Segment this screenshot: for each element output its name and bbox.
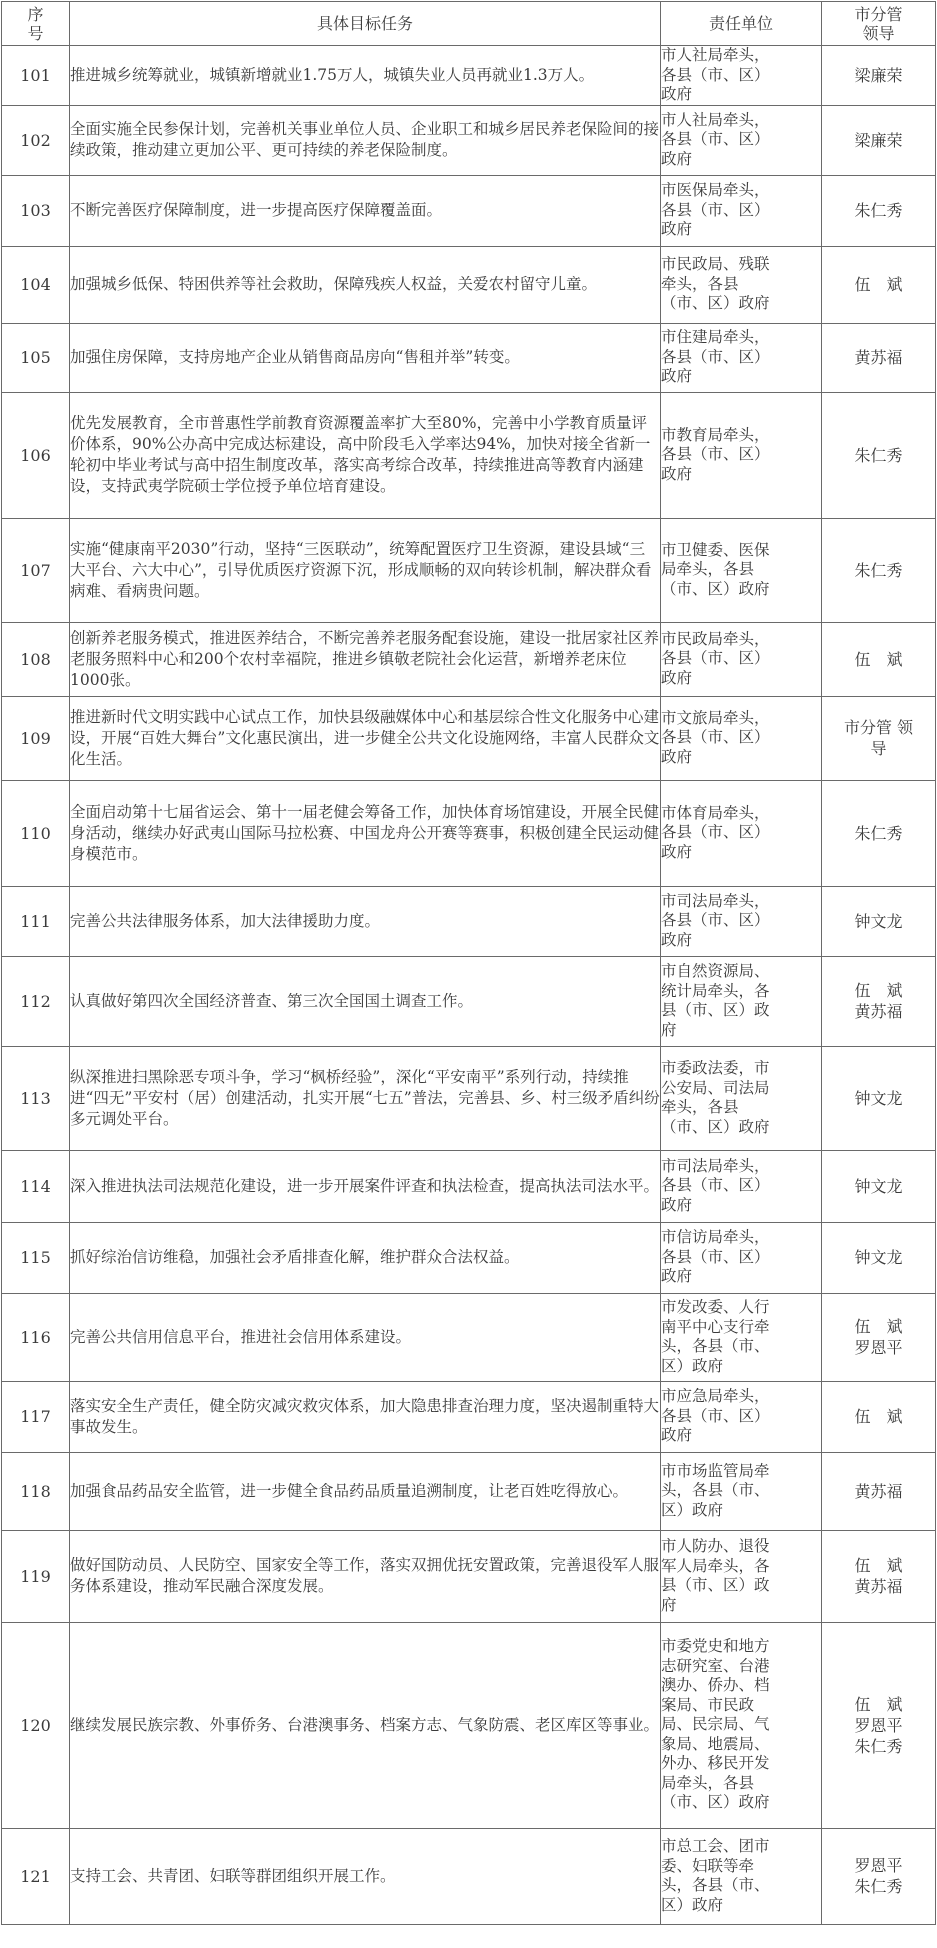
- row-unit: 市自然资源局、 统计局牵头，各 县（市、区）政 府: [661, 956, 822, 1046]
- row-unit: 市委党史和地方 志研究室、台港 澳办、侨办、档 案局、市民政 局、民宗局、气 象局、地震局、 外办、移民开发 局牵头，各县 （市、区）政府: [661, 1622, 822, 1828]
- row-unit: 市文旅局牵头， 各县（市、区） 政府: [661, 696, 822, 780]
- row-task: 加强城乡低保、特困供养等社会救助，保障残疾人权益，关爱农村留守儿童。: [70, 246, 661, 323]
- row-lead: 市分管 领 导: [822, 696, 936, 780]
- row-task: 完善公共信用信息平台，推进社会信用体系建设。: [70, 1293, 661, 1381]
- row-task: 认真做好第四次全国经济普查、第三次全国国土调查工作。: [70, 956, 661, 1046]
- table-row: [2, 1381, 936, 1452]
- row-unit: 市人社局牵头， 各县（市、区） 政府: [661, 105, 822, 175]
- row-no: 108: [2, 622, 70, 696]
- row-no: 121: [2, 1828, 70, 1924]
- row-no: 106: [2, 392, 70, 518]
- table-row: [2, 780, 936, 886]
- row-task: 加强食品药品安全监管，进一步健全食品药品质量追溯制度，让老百姓吃得放心。: [70, 1452, 661, 1530]
- table-row: [2, 956, 936, 1046]
- table-row: [2, 175, 936, 246]
- row-no: 107: [2, 518, 70, 622]
- table-row: [2, 622, 936, 696]
- row-task: 推进城乡统筹就业，城镇新增就业1.75万人，城镇失业人员再就业1.3万人。: [70, 46, 661, 106]
- row-unit: 市委政法委，市 公安局、司法局 牵头，各县 （市、区）政府: [661, 1046, 822, 1150]
- row-lead: 朱仁秀: [822, 518, 936, 622]
- header-no: 序 号: [2, 2, 70, 46]
- row-no: 112: [2, 956, 70, 1046]
- row-lead: 钟文龙: [822, 1046, 936, 1150]
- row-task: 落实安全生产责任，健全防灾减灾救灾体系，加大隐患排查治理力度，坚决遏制重特大事故发生。: [70, 1381, 661, 1452]
- row-no: 109: [2, 696, 70, 780]
- row-task: 做好国防动员、人民防空、国家安全等工作，落实双拥优抚安置政策，完善退役军人服务体系建设，推动军民融合深度发展。: [70, 1530, 661, 1622]
- row-unit: 市司法局牵头， 各县（市、区） 政府: [661, 886, 822, 956]
- row-unit: 市发改委、人行 南平中心支行牵 头，各县（市、 区）政府: [661, 1293, 822, 1381]
- task-table: [1, 1, 936, 1925]
- row-task: 继续发展民族宗教、外事侨务、台港澳事务、档案方志、气象防震、老区库区等事业。: [70, 1622, 661, 1828]
- row-lead: 伍 斌 罗恩平 朱仁秀: [822, 1622, 936, 1828]
- row-task: 纵深推进扫黑除恶专项斗争，学习“枫桥经验”，深化“平安南平”系列行动，持续推进“四无”平安村（居）创建活动，扎实开展“七五”普法，完善县、乡、村三级矛盾纠纷多元调处平台。: [70, 1046, 661, 1150]
- row-unit: 市人防办、退役 军人局牵头，各 县（市、区）政 府: [661, 1530, 822, 1622]
- row-task: 推进新时代文明实践中心试点工作，加快县级融媒体中心和基层综合性文化服务中心建设，开展“百姓大舞台”文化惠民演出，进一步健全公共文化设施网络，丰富人民群众文化生活。: [70, 696, 661, 780]
- row-no: 116: [2, 1293, 70, 1381]
- row-task: 抓好综治信访维稳，加强社会矛盾排查化解，维护群众合法权益。: [70, 1222, 661, 1293]
- row-lead: 伍 斌 黄苏福: [822, 1530, 936, 1622]
- table-row: [2, 1452, 936, 1530]
- table-row: [2, 1293, 936, 1381]
- row-no: 103: [2, 175, 70, 246]
- row-task: 全面实施全民参保计划，完善机关事业单位人员、企业职工和城乡居民养老保险间的接续政策，推动建立更加公平、更可持续的养老保险制度。: [70, 105, 661, 175]
- row-task: 创新养老服务模式，推进医养结合，不断完善养老服务配套设施，建设一批居家社区养老服务照料中心和200个农村幸福院，推进乡镇敬老院社会化运营，新增养老床位1000张。: [70, 622, 661, 696]
- row-task: 不断完善医疗保障制度，进一步提高医疗保障覆盖面。: [70, 175, 661, 246]
- table-row: [2, 1222, 936, 1293]
- row-unit: 市应急局牵头， 各县（市、区） 政府: [661, 1381, 822, 1452]
- header-unit: 责任单位: [661, 2, 822, 46]
- table-row: [2, 392, 936, 518]
- row-lead: 伍 斌: [822, 246, 936, 323]
- row-lead: 朱仁秀: [822, 392, 936, 518]
- row-lead: 朱仁秀: [822, 175, 936, 246]
- row-unit: 市市场监管局牵 头，各县（市、 区）政府: [661, 1452, 822, 1530]
- table-row: [2, 886, 936, 956]
- table-row: [2, 696, 936, 780]
- table-row: [2, 246, 936, 323]
- table-row: [2, 1622, 936, 1828]
- row-no: 111: [2, 886, 70, 956]
- row-lead: 罗恩平 朱仁秀: [822, 1828, 936, 1924]
- table-body: [2, 46, 936, 1925]
- row-lead: 黄苏福: [822, 323, 936, 392]
- row-task: 全面启动第十七届省运会、第十一届老健会筹备工作，加快体育场馆建设，开展全民健身活动，继续办好武夷山国际马拉松赛、中国龙舟公开赛等赛事，积极创建全民运动健身模范市。: [70, 780, 661, 886]
- row-task: 深入推进执法司法规范化建设，进一步开展案件评查和执法检查，提高执法司法水平。: [70, 1150, 661, 1222]
- row-unit: 市司法局牵头， 各县（市、区） 政府: [661, 1150, 822, 1222]
- row-unit: 市信访局牵头， 各县（市、区） 政府: [661, 1222, 822, 1293]
- table-row: [2, 518, 936, 622]
- row-no: 104: [2, 246, 70, 323]
- table-row: [2, 1046, 936, 1150]
- row-lead: 伍 斌 黄苏福: [822, 956, 936, 1046]
- row-no: 110: [2, 780, 70, 886]
- row-unit: 市住建局牵头， 各县（市、区） 政府: [661, 323, 822, 392]
- header-task: 具体目标任务: [70, 2, 661, 46]
- row-unit: 市教育局牵头， 各县（市、区） 政府: [661, 392, 822, 518]
- row-unit: 市医保局牵头， 各县（市、区） 政府: [661, 175, 822, 246]
- row-no: 101: [2, 46, 70, 106]
- row-unit: 市卫健委、医保 局牵头，各县 （市、区）政府: [661, 518, 822, 622]
- header-row: [2, 2, 936, 46]
- table-row: [2, 1828, 936, 1924]
- row-task: 完善公共法律服务体系，加大法律援助力度。: [70, 886, 661, 956]
- row-lead: 钟文龙: [822, 1222, 936, 1293]
- row-task: 加强住房保障，支持房地产企业从销售商品房向“售租并举”转变。: [70, 323, 661, 392]
- row-task: 优先发展教育，全市普惠性学前教育资源覆盖率扩大至80%，完善中小学教育质量评价体系，90%公办高中完成达标建设，高中阶段毛入学率达94%，加快对接全省新一轮初中毕业考试与高中招生制度改革，落实高考综合改革，持续推进高等教育内涵建设，支持武夷学院硕士学位授予单位培育建设。: [70, 392, 661, 518]
- row-lead: 伍 斌 罗恩平: [822, 1293, 936, 1381]
- row-task: 支持工会、共青团、妇联等群团组织开展工作。: [70, 1828, 661, 1924]
- row-no: 113: [2, 1046, 70, 1150]
- row-no: 114: [2, 1150, 70, 1222]
- row-lead: 朱仁秀: [822, 780, 936, 886]
- table-row: [2, 323, 936, 392]
- row-lead: 梁廉荣: [822, 46, 936, 106]
- row-lead: 黄苏福: [822, 1452, 936, 1530]
- row-unit: 市民政局牵头， 各县（市、区） 政府: [661, 622, 822, 696]
- row-no: 102: [2, 105, 70, 175]
- row-no: 115: [2, 1222, 70, 1293]
- header-lead: 市分管 领导: [822, 2, 936, 46]
- row-lead: 钟文龙: [822, 886, 936, 956]
- row-unit: 市民政局、残联 牵头，各县 （市、区）政府: [661, 246, 822, 323]
- row-unit: 市总工会、团市 委、妇联等牵 头，各县（市、 区）政府: [661, 1828, 822, 1924]
- row-no: 117: [2, 1381, 70, 1452]
- row-task: 实施“健康南平2030”行动，坚持“三医联动”，统筹配置医疗卫生资源，建设县域“三大平台、六大中心”，引导优质医疗资源下沉，形成顺畅的双向转诊机制，解决群众看病难、看病贵问题。: [70, 518, 661, 622]
- row-no: 119: [2, 1530, 70, 1622]
- table-row: [2, 46, 936, 106]
- row-no: 118: [2, 1452, 70, 1530]
- row-lead: 钟文龙: [822, 1150, 936, 1222]
- row-unit: 市人社局牵头， 各县（市、区） 政府: [661, 46, 822, 106]
- table-row: [2, 1150, 936, 1222]
- row-lead: 伍 斌: [822, 622, 936, 696]
- table-header: [2, 2, 936, 46]
- row-lead: 伍 斌: [822, 1381, 936, 1452]
- row-no: 105: [2, 323, 70, 392]
- row-lead: 梁廉荣: [822, 105, 936, 175]
- row-no: 120: [2, 1622, 70, 1828]
- table-row: [2, 1530, 936, 1622]
- table-row: [2, 105, 936, 175]
- row-unit: 市体育局牵头， 各县（市、区） 政府: [661, 780, 822, 886]
